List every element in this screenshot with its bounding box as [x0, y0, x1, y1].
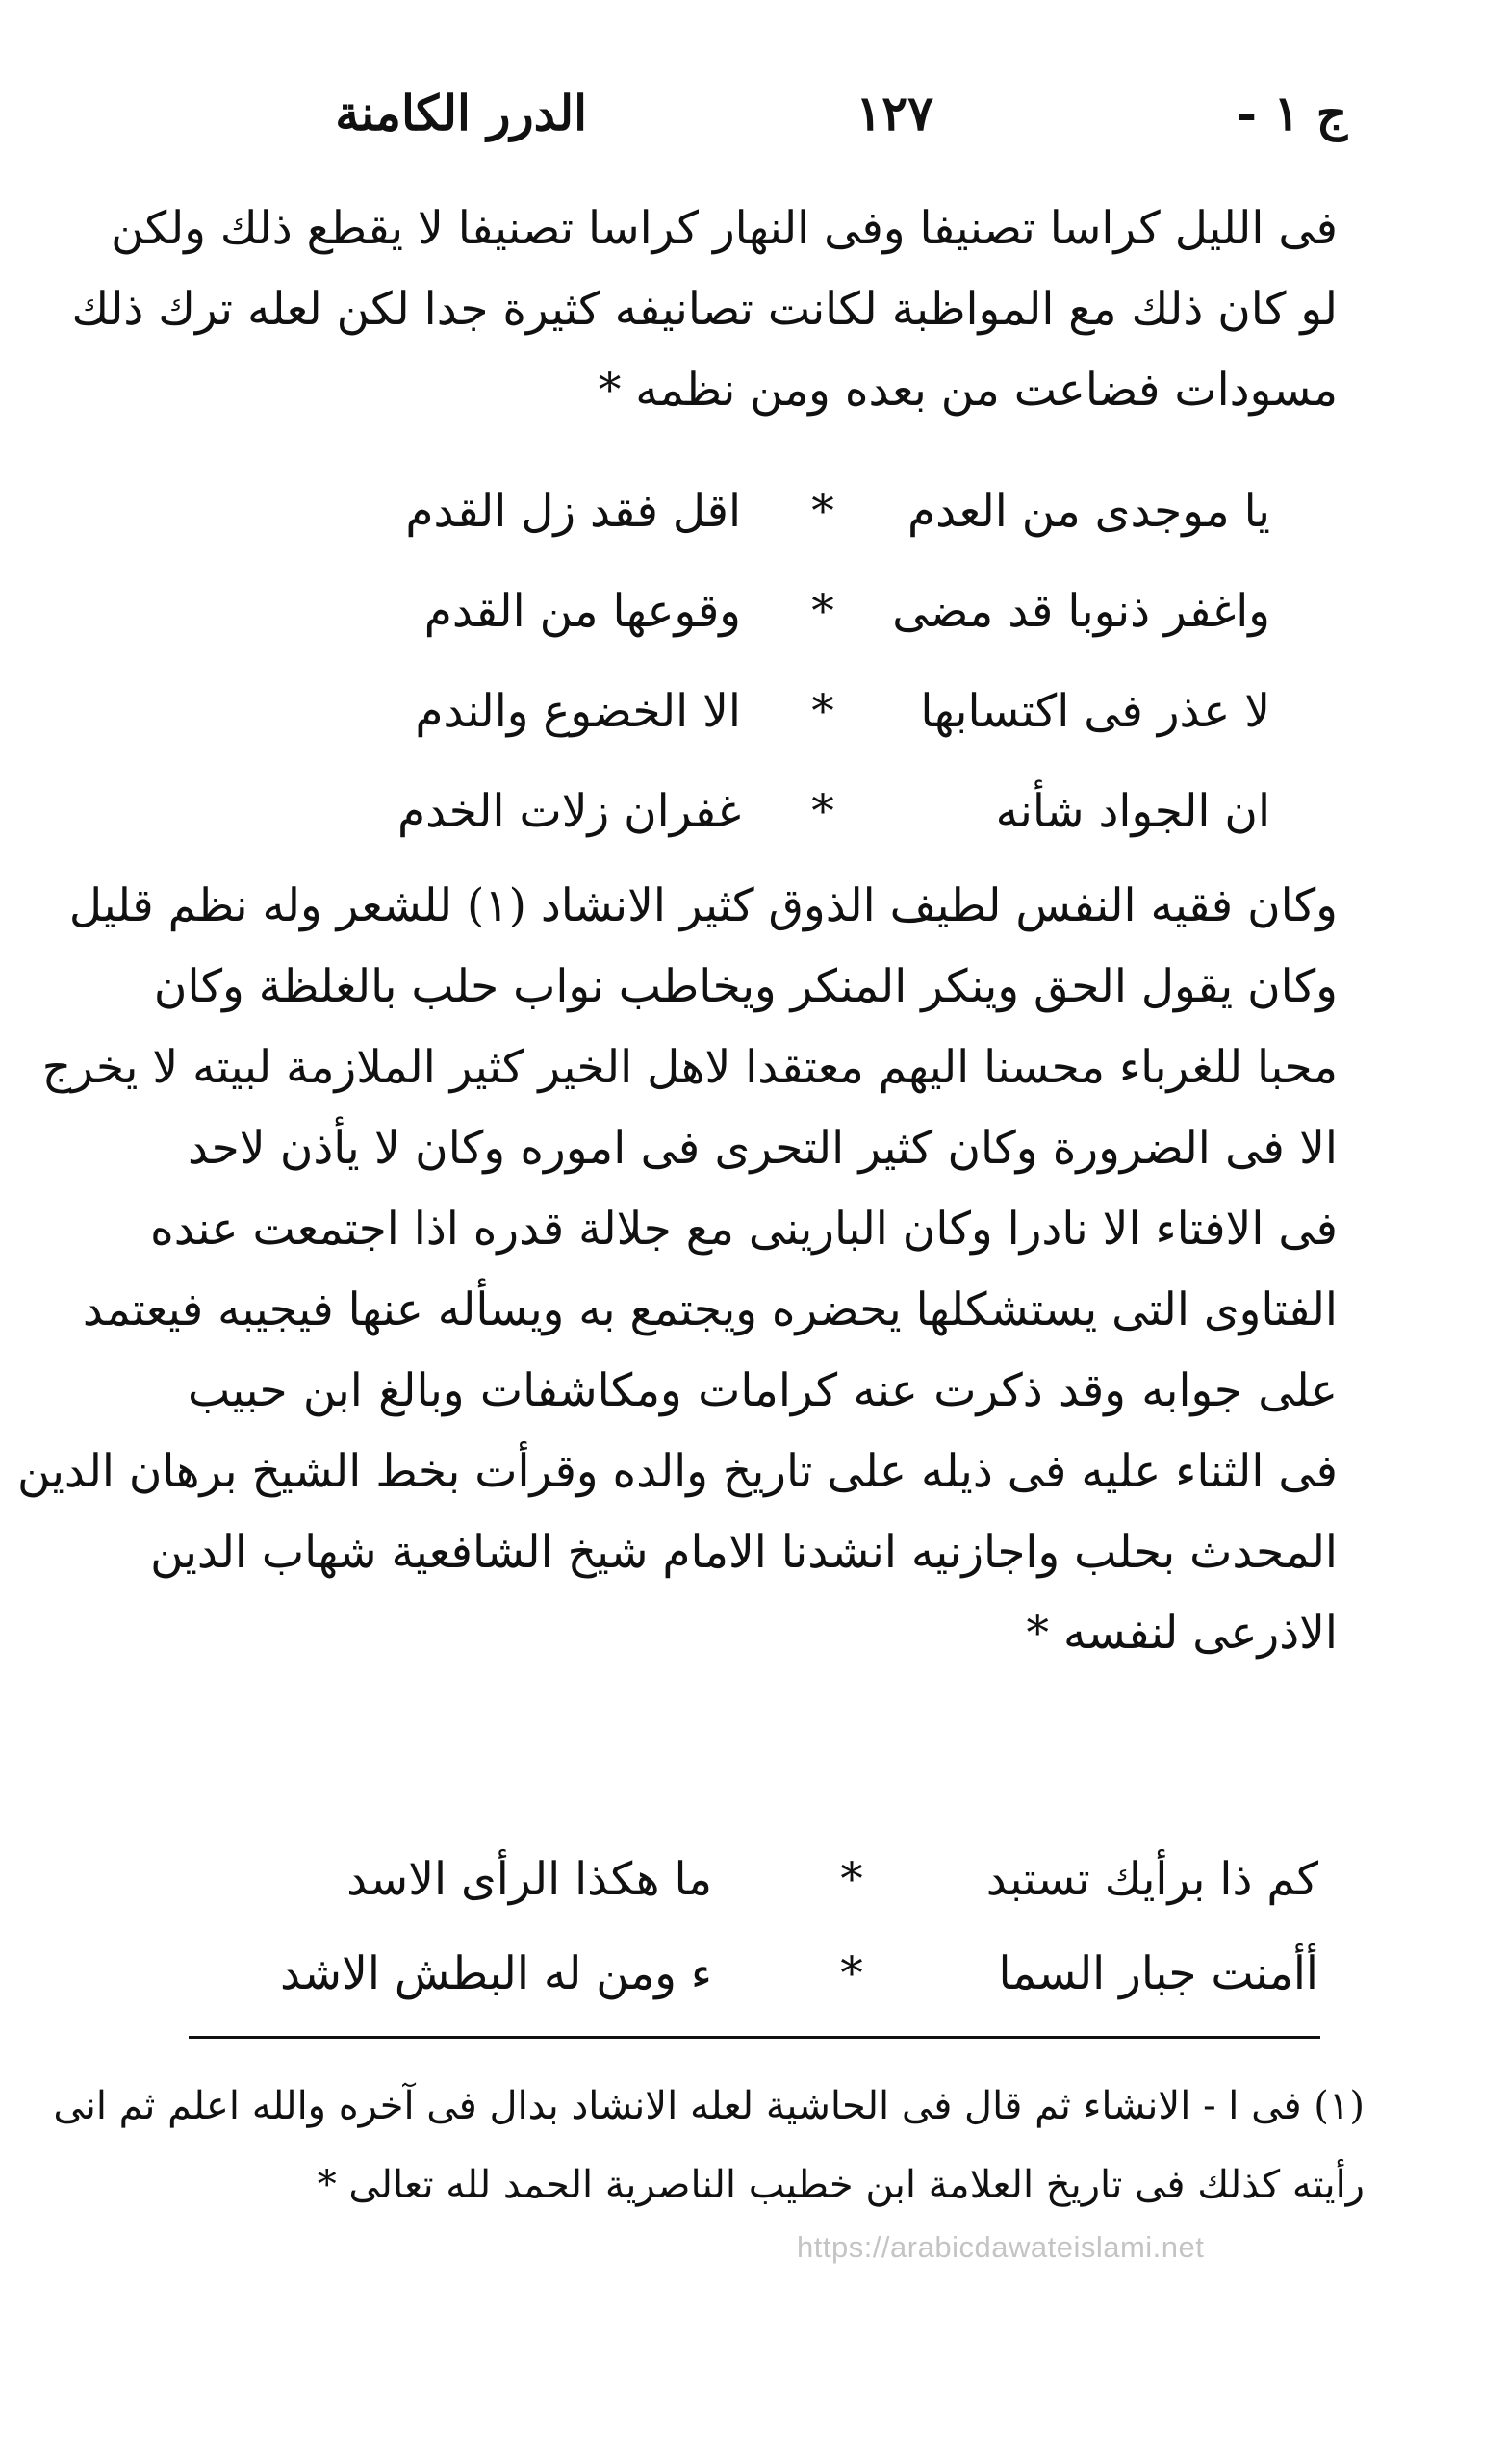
first-hemistich: واغفر ذنوبا قد مضى: [892, 585, 1270, 638]
text-line: الاذرعى لنفسه *: [1026, 1607, 1338, 1660]
text-line: الا فى الضرورة وكان كثير التحرى فى اموره وكان لا يأذن لاحد: [188, 1122, 1338, 1175]
text-line: محبا للغرباء محسنا اليهم معتقدا لاهل الخير كثير الملازمة لبيته لا يخرج: [41, 1041, 1338, 1094]
poem-1: [375, 462, 1270, 862]
paragraph-1: [71, 189, 1338, 431]
text-line: على جوابه وقد ذكرت عنه كرامات ومكاشفات وبالغ ابن حبيب: [188, 1364, 1338, 1417]
verse-separator: *: [811, 785, 834, 838]
text-line: فى الافتاء الا نادرا وكان البارينى مع جلالة قدره اذا اجتمعت عنده: [150, 1203, 1338, 1256]
verse-separator: *: [811, 685, 834, 738]
verse-separator: *: [811, 585, 834, 638]
text-line: وكان يقول الحق وينكر المنكر ويخاطب نواب حلب بالغلظة وكان: [153, 960, 1338, 1013]
page-number: ١٢٧: [856, 85, 933, 141]
verse-line: [375, 662, 1270, 762]
running-header: [241, 75, 1347, 152]
text-line: الفتاوى التى يستشكلها يحضره ويجتمع به ويسأله عنها فيجيبه فيعتمد: [82, 1283, 1338, 1336]
verse-line: [375, 762, 1270, 862]
volume-label: ج ١ -: [1237, 85, 1347, 141]
poem-2: [279, 1833, 1318, 2021]
second-hemistich: اقل فقد زل القدم: [405, 485, 741, 538]
first-hemistich: يا موجدى من العدم: [907, 485, 1270, 538]
paragraph-2: [17, 866, 1338, 1674]
verse-line: [279, 1833, 1318, 1927]
first-hemistich: كم ذا برأيك تستبد: [985, 1853, 1318, 1906]
verse-line: [375, 462, 1270, 562]
footnote-line: رأيته كذلك فى تاريخ العلامة ابن خطيب الناصرية الحمد لله تعالى *: [317, 2163, 1365, 2207]
footnote-line: (١) فى ا - الانشاء ثم قال فى الحاشية لعله الانشاد بدال فى آخره والله اعلم ثم انى: [53, 2084, 1365, 2128]
text-line: فى الليل كراسا تصنيفا وفى النهار كراسا تصنيفا لا يقطع ذلك ولكن: [111, 202, 1338, 255]
first-hemistich: لا عذر فى اكتسابها: [920, 685, 1270, 738]
verse-separator: *: [840, 1853, 863, 1906]
verse-separator: *: [840, 1947, 863, 2000]
first-hemistich: أأمنت جبار السما: [998, 1947, 1318, 2000]
watermark-url: https://arabicdawateislami.net: [797, 2230, 1205, 2264]
text-line: وكان فقيه النفس لطيف الذوق كثير الانشاد (١) للشعر وله نظم قليل: [68, 879, 1338, 932]
footnote: [53, 2067, 1365, 2224]
text-line: لو كان ذلك مع المواظبة لكانت تصانيفه كثيرة جدا لكن لعله ترك ذلك: [71, 283, 1338, 336]
first-hemistich: ان الجواد شأنه: [995, 785, 1270, 838]
book-title: الدرر الكامنة: [335, 85, 587, 141]
second-hemistich: الا الخضوع والندم: [415, 685, 741, 738]
text-line: فى الثناء عليه فى ذيله على تاريخ والده وقرأت بخط الشيخ برهان الدين: [17, 1445, 1338, 1498]
second-hemistich: ء ومن له البطش الاشد: [280, 1947, 712, 2000]
second-hemistich: وقوعها من القدم: [423, 585, 741, 638]
second-hemistich: غفران زلات الخدم: [397, 785, 741, 838]
text-line: المحدث بحلب واجازنيه انشدنا الامام شيخ الشافعية شهاب الدين: [150, 1526, 1338, 1579]
text-line: مسودات فضاعت من بعده ومن نظمه *: [598, 364, 1338, 417]
verse-line: [375, 562, 1270, 662]
verse-separator: *: [811, 485, 834, 538]
verse-line: [279, 1927, 1318, 2021]
footnote-divider: [189, 2036, 1320, 2039]
second-hemistich: ما هكذا الرأى الاسد: [346, 1853, 712, 1906]
